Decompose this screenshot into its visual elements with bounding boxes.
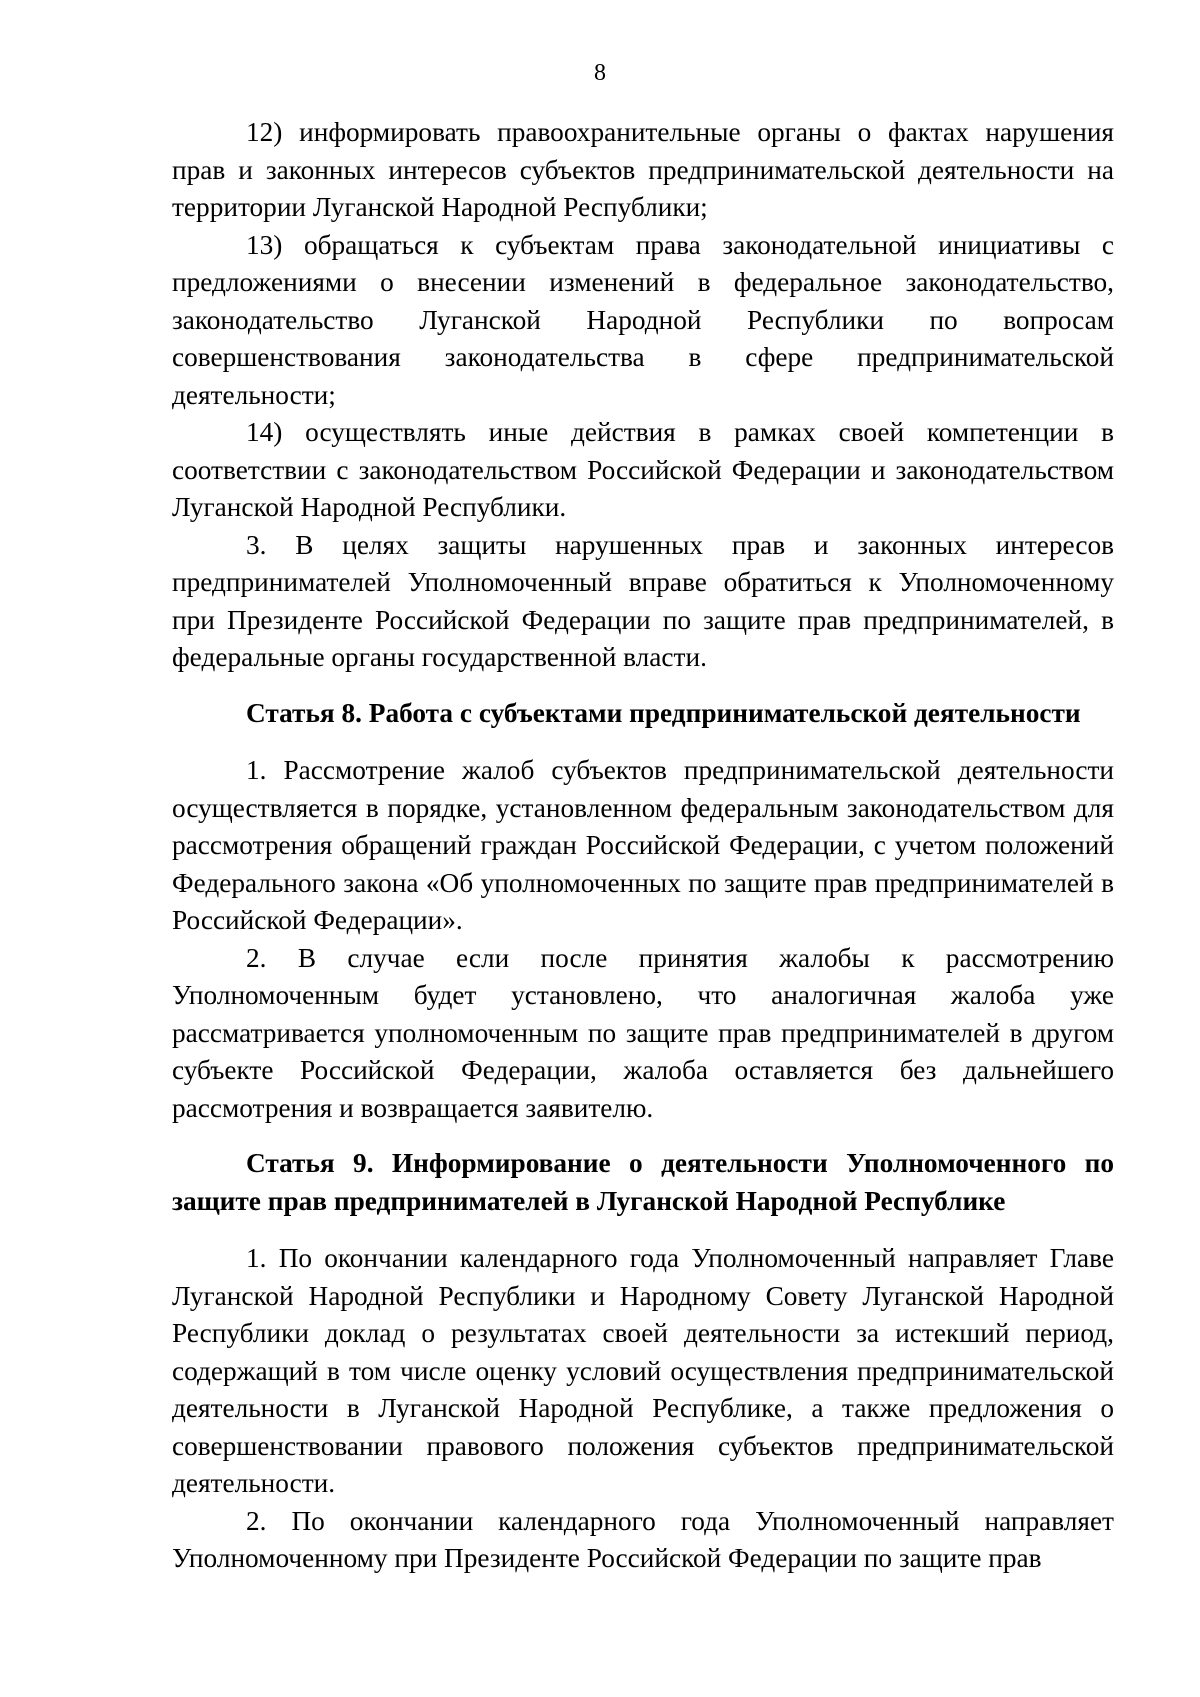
paragraph-part-3: 3. В целях защиты нарушенных прав и законных интересов предпринимателей Уполномоченный вправе обратиться к Уполномоченному при Президенте Российской Федерации по защите прав предпринимателей, в федеральные органы государственной власти. bbox=[172, 529, 1114, 672]
page-number: 8 bbox=[594, 60, 606, 86]
article-9-heading: Статья 9. Информирование о деятельности Уполномоченного по защите прав предпринимателей в Луганской Народной Республике bbox=[172, 1148, 1114, 1216]
paragraph-item-14: 14) осуществлять иные действия в рамках своей компетенции в соответствии с законодательством Российской Федерации и законодательством Луганской Народной Республики. bbox=[172, 417, 1114, 522]
article-8-part-2: 2. В случае если после принятия жалобы к рассмотрению Уполномоченным будет установлено, что аналогичная жалоба уже рассматривается уполномоченным по защите прав предпринимателей в другом субъекте Российской Федерации, жалоба оставляется без дальнейшего рассмотрения и возвращается заявителю. bbox=[172, 942, 1114, 1123]
article-8-heading: Статья 8. Работа с субъектами предпринимательской деятельности bbox=[246, 697, 1081, 728]
article-9-part-2: 2. По окончании календарного года Уполномоченный направляет Уполномоченному при Президенте Российской Федерации по защите прав bbox=[172, 1505, 1114, 1573]
article-9-part-1: 1. По окончании календарного года Уполномоченный направляет Главе Луганской Народной Республики и Народному Совету Луганской Народной Республики доклад о результатах своей деятельности за истекший период, содержащий в том числе оценку условий осуществления предпринимательской деятельности в Луганской Народной Республике, а также предложения о совершенствовании правового положения субъектов предпринимательской деятельности. bbox=[172, 1243, 1114, 1498]
paragraph-item-12: 12) информировать правоохранительные органы о фактах нарушения прав и законных интересов субъектов предпринимательской деятельности на территории Луганской Народной Республики; bbox=[172, 117, 1114, 222]
paragraph-item-13: 13) обращаться к субъектам права законодательной инициативы с предложениями о внесении изменений в федеральное законодательство, законодательство Луганской Народной Республики по вопросам совершенствования законодательства в сфере предпринимательской деятельности; bbox=[172, 229, 1114, 410]
article-8-part-1: 1. Рассмотрение жалоб субъектов предпринимательской деятельности осуществляется в порядке, установленном федеральным законодательством для рассмотрения обращений граждан Российской Федерации, с учетом положений Федерального закона «Об уполномоченных по защите прав предпринимателей в Российской Федерации». bbox=[172, 755, 1114, 935]
document-body bbox=[172, 114, 1114, 1578]
